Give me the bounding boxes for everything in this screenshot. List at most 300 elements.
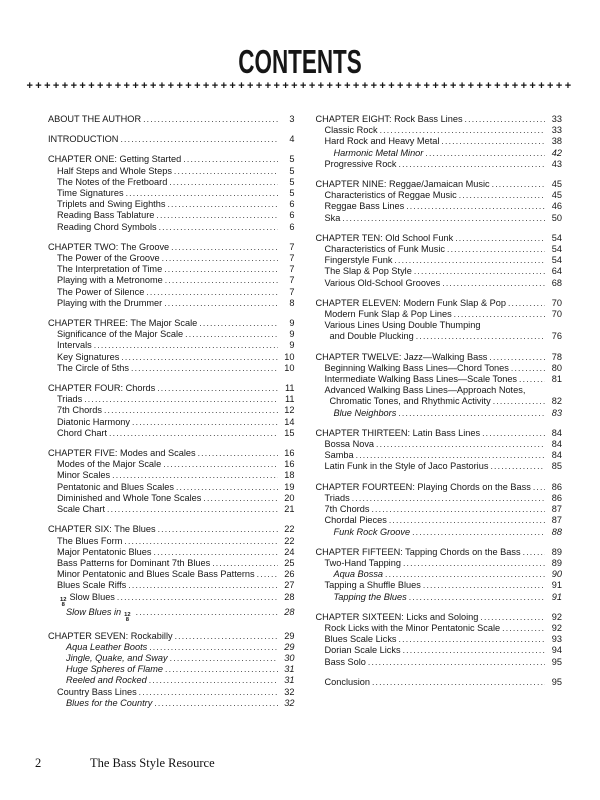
dot-leader [121, 352, 277, 363]
dot-leader [423, 580, 545, 591]
toc-entry-row [48, 222, 295, 233]
toc-chapter-row [48, 114, 295, 125]
toc-entry-title: CHAPTER FIFTEEN: Tapping Chords on the Bass [315, 546, 521, 557]
dot-leader [441, 136, 545, 147]
folio-page-number: 2 [35, 756, 42, 770]
toc-page-number: 3 [289, 114, 295, 124]
dot-leader [442, 278, 545, 289]
toc-page-number: 80 [551, 362, 562, 373]
toc-chapter-row [316, 233, 563, 244]
plus-divider: ++++++++++++++++++++++++++++++++++++++++++++++++++++++++++++++ [26, 80, 574, 92]
toc-page-number: 21 [284, 504, 295, 515]
toc-entry-title: Intermediate Walking Bass Lines—Scale Tones [324, 374, 518, 385]
book-title: The Bass Style Resource [90, 756, 215, 770]
dot-leader [406, 201, 545, 212]
toc-page-number: 91 [551, 580, 562, 591]
toc-entry-row [316, 363, 563, 374]
toc-chapter-row [48, 631, 295, 642]
dot-leader [502, 623, 545, 634]
toc-columns [0, 93, 600, 718]
toc-entry-row [316, 408, 563, 419]
toc-entry-row [316, 190, 563, 201]
toc-entry-title: The Slap & Pop Style [324, 266, 412, 277]
toc-entry-title: Classic Rock [324, 125, 378, 136]
dot-leader [149, 675, 278, 686]
toc-section [48, 383, 295, 439]
toc-entry-title: Reading Chord Symbols [57, 221, 157, 232]
dot-leader [394, 255, 545, 266]
toc-entry-title: The Blues Form [57, 535, 123, 546]
toc-entry-title: Pentatonic and Blues Scales [57, 481, 174, 492]
toc-entry-title: CHAPTER FOURTEEN: Playing Chords on the Bass [315, 481, 531, 492]
toc-entry-title: Key Signatures [57, 351, 120, 362]
toc-page-number: 20 [284, 492, 295, 503]
toc-entry-title: Triads [324, 492, 350, 503]
toc-page-number: 90 [551, 569, 562, 580]
dot-leader [146, 287, 277, 298]
toc-page-number: 7 [289, 286, 295, 297]
dot-leader [175, 631, 278, 642]
dot-leader [203, 493, 277, 504]
toc-entry-title: Diminished and Whole Tone Scales [57, 492, 202, 503]
dot-leader [128, 580, 277, 591]
toc-entry-title: CHAPTER FIVE: Modes and Scales [48, 448, 196, 459]
toc-section [316, 179, 563, 224]
toc-entry-title: Bass Solo [324, 656, 366, 667]
dot-leader [154, 698, 277, 709]
toc-page-number: 86 [551, 492, 562, 503]
dot-leader [372, 677, 545, 688]
toc-entry-title: Minor Scales [57, 470, 111, 481]
dot-leader [493, 396, 545, 407]
dot-leader [183, 154, 277, 165]
toc-page-number: 87 [551, 504, 562, 515]
toc-entry-row [48, 199, 295, 210]
toc-entry-title: Scale Chart [57, 504, 106, 515]
toc-page-number: 12 [284, 405, 295, 416]
dot-leader [107, 504, 277, 515]
toc-entry-row [48, 653, 295, 664]
toc-page-number: 54 [551, 255, 562, 266]
toc-entry-row [48, 482, 295, 493]
toc-entry-title: Funk Rock Groove [333, 526, 411, 537]
toc-page-number: 32 [284, 697, 295, 708]
dot-leader [171, 242, 277, 253]
dot-leader [167, 199, 277, 210]
toc-entry-row [48, 166, 295, 177]
toc-entry-row [316, 266, 563, 277]
toc-entry-title: Beginning Walking Bass Lines—Chord Tones [324, 362, 509, 373]
toc-page-number: 43 [551, 158, 562, 169]
dot-leader [380, 125, 545, 136]
dot-leader [455, 233, 545, 244]
dot-leader [109, 428, 277, 439]
toc-page-number: 6 [289, 199, 295, 210]
toc-entry-title: CHAPTER TWO: The Groove [48, 241, 170, 252]
toc-entry-title: and Double Plucking [329, 331, 414, 342]
toc-page-number: 38 [551, 136, 562, 147]
toc-entry-title: Modern Funk Slap & Pop Lines [324, 309, 452, 320]
dot-leader [403, 645, 545, 656]
dot-leader [508, 298, 545, 309]
toc-entry-row [48, 459, 295, 470]
toc-page-number: 9 [289, 329, 295, 340]
dot-leader [533, 482, 545, 493]
toc-section [48, 114, 295, 125]
dot-leader [459, 190, 545, 201]
toc-page-number: 33 [551, 114, 562, 124]
dot-leader [174, 166, 278, 177]
toc-page-number: 29 [284, 630, 295, 641]
dot-leader [162, 253, 278, 264]
dot-leader [482, 428, 545, 439]
toc-entry-title: Tapping the Blues [333, 591, 407, 602]
toc-entry-row [316, 439, 563, 450]
toc-entry-row [48, 642, 295, 653]
toc-page-number: 29 [284, 641, 295, 652]
toc-entry-title: Blue Neighbors [333, 407, 397, 418]
toc-entry-row [316, 331, 563, 342]
dot-leader [169, 177, 277, 188]
dot-leader [124, 536, 277, 547]
toc-entry-title: CHAPTER ONE: Getting Started [48, 154, 182, 165]
toc-entry-row [316, 244, 563, 255]
dot-leader [490, 461, 545, 472]
dot-leader [480, 612, 545, 623]
toc-chapter-row [48, 524, 295, 535]
toc-entry-title: Latin Funk in the Style of Jaco Pastorius [324, 461, 489, 472]
toc-entry-title: Significance of the Major Scale [57, 329, 184, 340]
toc-entry-row [48, 592, 295, 607]
toc-page-number: 14 [284, 416, 295, 427]
toc-page-number: 68 [551, 277, 562, 288]
toc-page-number: 54 [551, 244, 562, 255]
toc-section [316, 352, 563, 419]
toc-entry-title: INTRODUCTION [48, 134, 119, 145]
toc-entry-row [316, 136, 563, 147]
toc-page-number: 82 [551, 396, 562, 407]
toc-entry-row [48, 210, 295, 221]
toc-page-number: 10 [284, 362, 295, 373]
toc-entry-row [48, 470, 295, 481]
dot-leader [165, 275, 278, 286]
dot-leader [416, 331, 545, 342]
dot-leader [156, 210, 277, 221]
toc-entry-row [316, 374, 563, 385]
toc-entry-title: Samba [324, 450, 354, 461]
dot-leader [94, 340, 278, 351]
toc-entry-title: CHAPTER EIGHT: Rock Bass Lines [315, 114, 463, 124]
toc-page-number: 95 [551, 656, 562, 667]
toc-page-number: 11 [284, 383, 295, 394]
toc-page-number: 45 [551, 190, 562, 201]
dot-leader [158, 524, 278, 535]
toc-page-number: 84 [551, 427, 562, 438]
toc-page-number: 84 [551, 450, 562, 461]
toc-entry-row [316, 645, 563, 656]
dot-leader [104, 405, 278, 416]
toc-entry-title: Minor Pentatonic and Blues Scale Bass Patterns [57, 569, 255, 580]
toc-chapter-row [316, 298, 563, 309]
toc-entry-row [316, 148, 563, 159]
toc-entry-title: Dorian Scale Licks [324, 645, 401, 656]
toc-page-number: 46 [551, 201, 562, 212]
toc-entry-title: Harmonic Metal Minor [333, 147, 424, 158]
toc-column-left [48, 114, 295, 718]
toc-page-number: 95 [551, 676, 562, 687]
toc-entry-title: Conclusion [324, 676, 370, 687]
toc-section [48, 134, 295, 145]
toc-entry-title: The Power of the Groove [57, 253, 160, 264]
toc-page-number: 64 [551, 266, 562, 277]
toc-entry-title: CHAPTER NINE: Reggae/Jamaican Music [315, 179, 490, 190]
dot-leader [523, 547, 545, 558]
toc-chapter-row [48, 134, 295, 145]
toc-entry-row [316, 309, 563, 320]
dot-leader [511, 363, 545, 374]
dot-leader [403, 558, 545, 569]
toc-page-number: 5 [289, 165, 295, 176]
toc-section [316, 428, 563, 473]
toc-entry-title: CHAPTER SEVEN: Rockabilly [48, 630, 173, 641]
toc-entry-title: The Interpretation of Time [57, 264, 163, 275]
toc-entry-title: Characteristics of Reggae Music [324, 190, 457, 201]
toc-entry-title: Bass Patterns for Dominant 7th Blues [57, 557, 211, 568]
dot-leader [126, 188, 278, 199]
toc-page-number: 78 [551, 351, 562, 362]
toc-page-number: 7 [289, 253, 295, 264]
dot-leader [163, 459, 277, 470]
dot-leader [136, 607, 278, 618]
dot-leader [356, 450, 545, 461]
toc-entry-title: ABOUT THE AUTHOR [48, 114, 142, 124]
toc-page-number: 9 [289, 318, 295, 329]
page-title: CONTENTS [238, 43, 362, 80]
toc-entry-title: Hard Rock and Heavy Metal [324, 136, 440, 147]
toc-entry-title: Reading Bass Tablature [57, 210, 155, 221]
toc-entry-row [48, 569, 295, 580]
toc-entry-title: Progressive Rock [324, 158, 397, 169]
toc-entry-title: Chord Chart [57, 427, 108, 438]
toc-page-number: 22 [284, 535, 295, 546]
toc-entry-title: Rock Licks with the Minor Pentatonic Scale [324, 622, 501, 633]
toc-entry-row [48, 275, 295, 286]
dot-leader [371, 504, 545, 515]
dot-leader [120, 134, 277, 145]
dot-leader [159, 222, 278, 233]
toc-entry-title: Reggae Bass Lines [324, 201, 405, 212]
toc-entry-title: Bossa Nova [324, 439, 375, 450]
toc-entry-row [48, 188, 295, 199]
dot-leader [153, 547, 277, 558]
dot-leader [412, 527, 545, 538]
toc-entry-title: Aqua Bossa [333, 569, 384, 580]
toc-entry-title: Various Lines Using Double Thumping [324, 320, 481, 331]
toc-page-number: 31 [284, 664, 295, 675]
toc-page-number: 83 [551, 407, 562, 418]
toc-entry-title: CHAPTER FOUR: Chords [48, 383, 156, 394]
toc-entry-row [48, 417, 295, 428]
toc-entry-title: Slow Blues in 12 8 [66, 606, 131, 623]
toc-entry-row [48, 536, 295, 547]
dot-leader [489, 352, 545, 363]
toc-page-number: 28 [284, 591, 295, 602]
toc-entry-row [48, 287, 295, 298]
toc-page-number: 94 [551, 645, 562, 656]
toc-page-number: 50 [551, 212, 562, 223]
toc-page-number: 18 [284, 470, 295, 481]
toc-chapter-row [316, 114, 563, 125]
dot-leader [447, 244, 545, 255]
toc-entry-title: Half Steps and Whole Steps [57, 165, 172, 176]
toc-chapter-row [316, 179, 563, 190]
toc-entry-title: Aqua Leather Boots [66, 641, 148, 652]
toc-page-number: 7 [289, 241, 295, 252]
dot-leader [199, 318, 277, 329]
toc-page-number: 26 [284, 569, 295, 580]
dot-leader [164, 298, 277, 309]
toc-entry-row [48, 329, 295, 340]
toc-entry-title: CHAPTER SIXTEEN: Licks and Soloing [315, 611, 479, 622]
toc-entry-title: Two-Hand Tapping [324, 557, 401, 568]
toc-entry-title: Advanced Walking Bass Lines—Approach Notes, [324, 385, 526, 396]
toc-chapter-row [48, 242, 295, 253]
toc-entry-row [48, 504, 295, 515]
dot-leader [398, 408, 545, 419]
dot-leader [185, 329, 277, 340]
toc-page-number: 87 [551, 515, 562, 526]
dot-leader [492, 179, 545, 190]
toc-entry-row [48, 394, 295, 405]
toc-entry-row [316, 201, 563, 212]
toc-page-number: 92 [551, 622, 562, 633]
toc-page-number: 24 [284, 546, 295, 557]
time-signature-icon: 12 8 [60, 596, 67, 608]
toc-section [48, 631, 295, 709]
dot-leader [519, 374, 545, 385]
toc-entry-title: Time Signatures [57, 188, 124, 199]
toc-entry-row [48, 298, 295, 309]
dot-leader [257, 569, 278, 580]
toc-entry-row [48, 675, 295, 686]
dot-leader [342, 213, 545, 224]
time-signature-icon: 12 8 [124, 611, 131, 623]
dot-leader [385, 569, 545, 580]
toc-entry-row [48, 363, 295, 374]
toc-page-number: 8 [289, 297, 295, 308]
toc-chapter-row [316, 547, 563, 558]
toc-entry-row [316, 461, 563, 472]
toc-entry-title: Triplets and Swing Eighths [57, 199, 166, 210]
toc-entry-row [48, 558, 295, 569]
toc-page-number: 28 [284, 606, 295, 617]
toc-chapter-row [316, 612, 563, 623]
toc-page-number: 7 [289, 264, 295, 275]
toc-section [48, 154, 295, 232]
dot-leader [143, 114, 277, 125]
toc-entry-title: Diatonic Harmony [57, 416, 131, 427]
toc-entry-row [316, 159, 563, 170]
toc-page-number: 86 [551, 481, 562, 492]
toc-page-number: 42 [551, 147, 562, 158]
toc-entry-title: Characteristics of Funk Music [324, 244, 445, 255]
toc-page-number: 22 [284, 524, 295, 535]
toc-column-right [316, 114, 563, 718]
toc-entry-title: Modes of the Major Scale [57, 459, 162, 470]
toc-entry-title: Various Old-School Grooves [324, 277, 441, 288]
toc-entry-title: Fingerstyle Funk [324, 255, 393, 266]
toc-page-number: 81 [551, 374, 562, 385]
toc-section [316, 547, 563, 603]
toc-entry-row [316, 320, 563, 331]
toc-section [316, 677, 563, 688]
dot-leader [112, 470, 277, 481]
toc-entry-row [316, 255, 563, 266]
toc-page-number: 92 [551, 611, 562, 622]
dot-leader [389, 515, 545, 526]
dot-leader [409, 592, 545, 603]
toc-page-number: 16 [284, 448, 295, 459]
dot-leader [212, 558, 277, 569]
dot-leader [454, 309, 545, 320]
toc-entry-row [48, 428, 295, 439]
toc-entry-row [316, 450, 563, 461]
toc-section [48, 524, 295, 621]
toc-chapter-row [48, 318, 295, 329]
toc-page-number: 89 [551, 546, 562, 557]
toc-entry-row [48, 493, 295, 504]
toc-section [316, 482, 563, 538]
toc-page-number: 70 [551, 309, 562, 320]
toc-page-number: 11 [284, 394, 295, 405]
toc-page-number: 70 [551, 297, 562, 308]
dot-leader [165, 664, 277, 675]
dot-leader [176, 482, 278, 493]
toc-entry-row [316, 278, 563, 289]
toc-entry-row [316, 515, 563, 526]
toc-page-number: 54 [551, 232, 562, 243]
dot-leader [139, 687, 278, 698]
toc-page-number: 9 [289, 340, 295, 351]
toc-entry-row [48, 264, 295, 275]
dot-leader [84, 394, 277, 405]
toc-entry-title: Reeled and Rocked [66, 675, 147, 686]
toc-page-number: 5 [289, 154, 295, 165]
toc-page-number: 5 [289, 176, 295, 187]
toc-chapter-row [316, 482, 563, 493]
toc-section [48, 448, 295, 515]
toc-entry-row [316, 396, 563, 407]
toc-section [316, 114, 563, 170]
toc-entry-title: Playing with the Drummer [57, 297, 163, 308]
toc-page-number: 32 [284, 686, 295, 697]
toc-page-number: 88 [551, 526, 562, 537]
toc-entry-title: 7th Chords [324, 504, 370, 515]
toc-entry-title: Triads [57, 394, 83, 405]
dot-leader [399, 159, 546, 170]
toc-entry-title: Blues Scale Licks [324, 634, 397, 645]
toc-entry-row [316, 527, 563, 538]
toc-entry-title: Blues for the Country [66, 697, 153, 708]
toc-page-number: 85 [551, 461, 562, 472]
toc-entry-title: Ska [324, 212, 341, 223]
page-footer [35, 756, 215, 771]
toc-entry-row [48, 405, 295, 416]
toc-entry-title: The Circle of 5ths [57, 362, 129, 373]
toc-chapter-row [48, 448, 295, 459]
toc-entry-title: Country Bass Lines [57, 686, 137, 697]
toc-entry-row [316, 657, 563, 668]
